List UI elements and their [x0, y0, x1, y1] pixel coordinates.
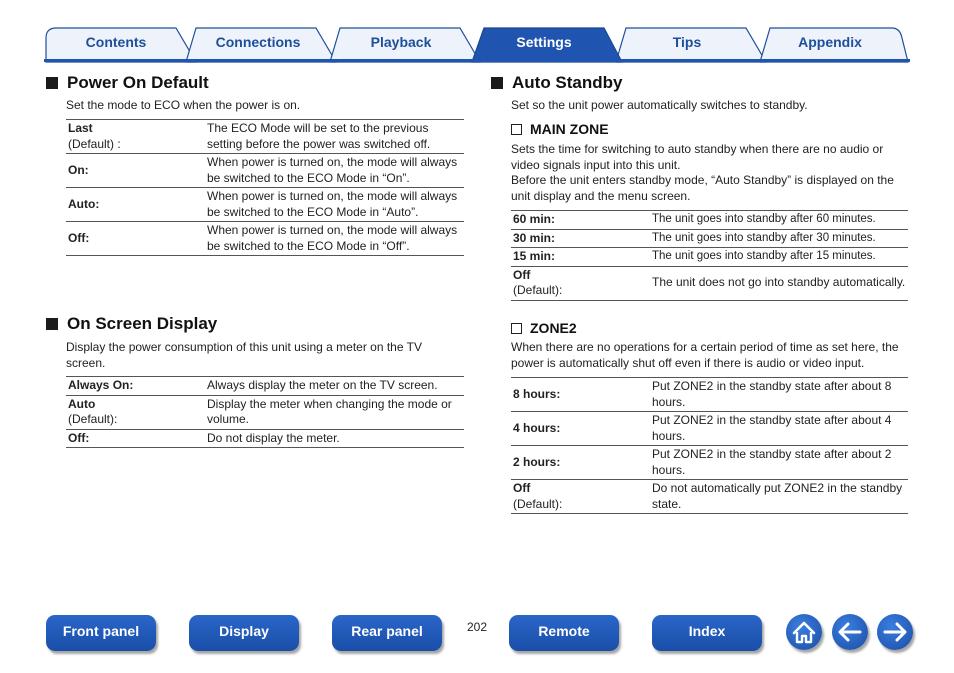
forward-button[interactable] [877, 614, 913, 650]
main-zone-desc: Sets the time for switching to auto standby when there are no audio or video signals input into this unit. Before the unit enters standby mode, “Auto Standby” is displayed on the unit display and the menu screen. [511, 142, 894, 203]
power-on-default-title: Power On Default [67, 73, 209, 92]
table-row [511, 412, 908, 446]
arrow-right-icon [877, 614, 913, 650]
option-key: Off (Default): [511, 480, 650, 514]
option-key: 15 min: [511, 248, 650, 267]
option-key: 8 hours: [511, 378, 650, 412]
table-row [66, 222, 464, 256]
option-value: The unit goes into standby after 60 minutes. [650, 211, 908, 230]
checkbox-bullet-icon [511, 124, 522, 135]
tab-settings[interactable]: Settings [516, 34, 572, 50]
tab-playback[interactable]: Playback [370, 34, 432, 50]
option-key: Last (Default) : [66, 120, 205, 154]
table-row [511, 266, 908, 300]
table-row [66, 377, 464, 396]
front-panel-button[interactable]: Front panel [46, 615, 156, 651]
option-value: The unit goes into standby after 15 minutes. [650, 248, 908, 267]
on-screen-display-table [66, 376, 464, 448]
on-screen-display-title: On Screen Display [67, 314, 218, 333]
option-value: Put ZONE2 in the standby state after about 8 hours. [650, 378, 908, 412]
table-row [511, 211, 908, 230]
option-key: Off (Default): [511, 266, 650, 300]
option-key: 30 min: [511, 229, 650, 248]
option-value: Put ZONE2 in the standby state after about 4 hours. [650, 412, 908, 446]
remote-button[interactable]: Remote [509, 615, 619, 651]
home-button[interactable] [786, 614, 822, 650]
option-key: 2 hours: [511, 446, 650, 480]
option-key: Always On: [66, 377, 205, 396]
option-value: Do not display the meter. [205, 429, 464, 448]
square-bullet-icon [46, 318, 58, 330]
tab-shapes [0, 0, 954, 64]
main-zone-heading [511, 120, 609, 138]
back-button[interactable] [832, 614, 868, 650]
main-zone-table [511, 210, 908, 301]
home-icon [786, 614, 822, 650]
on-screen-display-heading [46, 313, 217, 335]
option-value: When power is turned on, the mode will always be switched to the ECO Mode in “Auto”. [205, 188, 464, 222]
tab-appendix[interactable]: Appendix [798, 34, 862, 50]
option-key: Auto (Default): [66, 395, 205, 429]
table-row [511, 446, 908, 480]
auto-standby-heading [491, 72, 623, 94]
table-row [66, 154, 464, 188]
table-row [511, 248, 908, 267]
table-row [66, 395, 464, 429]
option-value: When power is turned on, the mode will always be switched to the ECO Mode in “On”. [205, 154, 464, 188]
table-row [66, 188, 464, 222]
option-value: Put ZONE2 in the standby state after about 2 hours. [650, 446, 908, 480]
table-row [511, 229, 908, 248]
option-key: 4 hours: [511, 412, 650, 446]
option-value: The unit does not go into standby automatically. [650, 266, 908, 300]
rear-panel-button[interactable]: Rear panel [332, 615, 442, 651]
auto-standby-title: Auto Standby [512, 73, 623, 92]
option-key: On: [66, 154, 205, 188]
tab-connections[interactable]: Connections [215, 34, 301, 50]
square-bullet-icon [46, 77, 58, 89]
index-button[interactable]: Index [652, 615, 762, 651]
on-screen-display-desc: Display the power consumption of this unit using a meter on the TV screen. [66, 340, 422, 370]
option-value: Display the meter when changing the mode or volume. [205, 395, 464, 429]
table-row [511, 378, 908, 412]
top-tab-bar [0, 0, 954, 64]
square-bullet-icon [491, 77, 503, 89]
tab-baseline [44, 59, 910, 62]
page-number: 202 [466, 620, 488, 634]
option-value: Always display the meter on the TV screen. [205, 377, 464, 396]
option-key: 60 min: [511, 211, 650, 230]
option-key: Off: [66, 222, 205, 256]
power-on-default-desc: Set the mode to ECO when the power is on. [66, 98, 301, 112]
tab-contents[interactable]: Contents [85, 34, 147, 50]
display-button[interactable]: Display [189, 615, 299, 651]
option-key: Auto: [66, 188, 205, 222]
zone2-table [511, 377, 908, 514]
tab-tips[interactable]: Tips [672, 34, 702, 50]
table-row [66, 120, 464, 154]
power-on-default-table [66, 119, 464, 256]
option-key: Off: [66, 429, 205, 448]
power-on-default-heading [46, 72, 209, 94]
option-value: The unit goes into standby after 30 minutes. [650, 229, 908, 248]
zone2-title: ZONE2 [530, 320, 577, 336]
main-zone-title: MAIN ZONE [530, 121, 609, 137]
option-value: When power is turned on, the mode will always be switched to the ECO Mode in “Off”. [205, 222, 464, 256]
option-value: The ECO Mode will be set to the previous setting before the power was switched off. [205, 120, 464, 154]
option-value: Do not automatically put ZONE2 in the standby state. [650, 480, 908, 514]
checkbox-bullet-icon [511, 323, 522, 334]
zone2-desc: When there are no operations for a certain period of time as set here, the power is automatically shut off even if there is audio or video input. [511, 340, 899, 370]
table-row [66, 429, 464, 448]
arrow-left-icon [832, 614, 868, 650]
auto-standby-desc: Set so the unit power automatically switches to standby. [511, 98, 808, 112]
table-row [511, 480, 908, 514]
zone2-heading [511, 319, 577, 337]
